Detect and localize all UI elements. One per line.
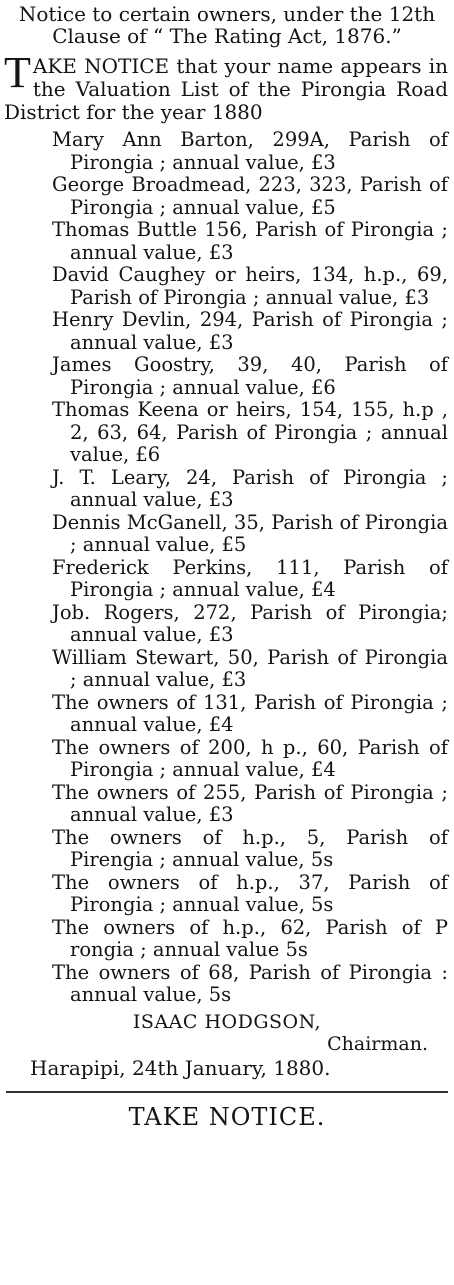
owner-entry: David Caughey or heirs, 134, h.p., 69, Parish of Pirongia ; annual value, £3 — [52, 263, 448, 309]
owner-entry: James Goostry, 39, 40, Parish of Pirongia ; annual value, £6 — [52, 353, 448, 399]
next-notice-heading: TAKE NOTICE. — [128, 1102, 326, 1131]
owner-entry: Henry Devlin, 294, Parish of Pirongia ; annual value, £3 — [52, 308, 448, 354]
owner-entry: The owners of 200, h p., 60, Parish of Pirongia ; annual value, £4 — [52, 735, 448, 781]
owner-entry: George Broadmead, 223, 323, Parish of Pirongia ; annual value, £5 — [52, 173, 448, 219]
heading-line-1: Notice to certain owners, under the 12th — [18, 2, 436, 26]
owner-entry: The owners of h.p., 37, Parish of Pirongia ; annual value, 5s — [52, 870, 448, 916]
owner-entry: Frederick Perkins, 111, Parish of Pirongia ; annual value, £4 — [52, 555, 448, 601]
intro-paragraph — [4, 48, 448, 124]
owner-entry: Thomas Keena or heirs, 154, 155, h.p , 2, 63, 64, Parish of Pirongia ; annual value, £6 — [52, 398, 448, 466]
intro-text: AKE NOTICE that your name appears in the Valuation List of the Pirongia Road District for the year 1880 — [4, 54, 448, 124]
owner-entry: William Stewart, 50, Parish of Pirongia ; annual value, £3 — [52, 645, 448, 691]
section-divider — [6, 1091, 448, 1093]
owner-entry: The owners of 68, Parish of Pirongia : annual value, 5s — [52, 960, 448, 1006]
notice-heading — [0, 0, 454, 47]
drop-cap: T — [4, 48, 31, 97]
owner-entry: Job. Rogers, 272, Parish of Pirongia; annual value, £3 — [52, 600, 448, 646]
owner-entry: The owners of h.p., 5, Parish of Pirengia ; annual value, 5s — [52, 825, 448, 871]
owner-entry: Dennis McGanell, 35, Parish of Pirongia ; annual value, £5 — [52, 510, 448, 556]
owner-entries — [0, 129, 454, 1007]
dateline: Harapipi, 24th January, 1880. — [30, 1055, 331, 1080]
heading-line-2: Clause of “ The Rating Act, 1876.” — [52, 24, 402, 48]
owner-entry: J. T. Leary, 24, Parish of Pirongia ; annual value, £3 — [52, 465, 448, 511]
owner-entry: Mary Ann Barton, 299A, Parish of Pirongia ; annual value, £3 — [52, 128, 448, 174]
signatory-title: Chairman. — [327, 1032, 428, 1055]
owner-entry: The owners of 131, Parish of Pirongia ; annual value, £4 — [52, 690, 448, 736]
owner-entry: The owners of h.p., 62, Parish of P rongia ; annual value 5s — [52, 915, 448, 961]
signatory-name: ISAAC HODGSON, — [132, 1010, 322, 1033]
owner-entry: Thomas Buttle 156, Parish of Pirongia ; annual value, £3 — [52, 218, 448, 264]
owner-entry: The owners of 255, Parish of Pirongia ; annual value, £3 — [52, 780, 448, 826]
